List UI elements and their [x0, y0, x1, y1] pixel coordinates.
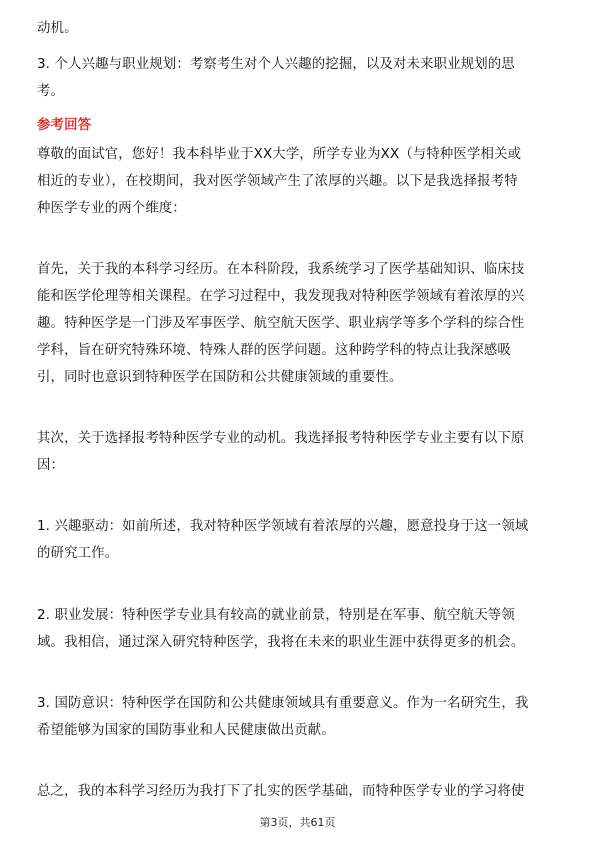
- conclusion-line-1: 总之，我的本科学习经历为我打下了扎实的医学基础，而特种医学专业的学习将使: [37, 784, 525, 799]
- reason-3-line-2: 希望能够为国家的国防事业和人民健康做出贡献。: [37, 723, 335, 738]
- second-paragraph-line-2: 因：: [37, 458, 65, 473]
- intro-line-3: 种医学专业的两个维度：: [37, 201, 186, 216]
- reason-3-line-1: 3. 国防意识：特种医学在国防和公共健康领域具有重要意义。作为一名研究生，我: [37, 696, 529, 711]
- reason-1-line-1: 1. 兴趣驱动：如前所述，我对特种医学领域有着浓厚的兴趣，愿意投身于这一领域: [37, 519, 529, 534]
- first-paragraph-line-4: 学科，旨在研究特殊环境、特殊人群的医学问题。这种跨学科的特点让我深感吸: [37, 343, 511, 358]
- intro-line-1: 尊敬的面试官，您好！我本科毕业于XX大学，所学专业为XX（与特种医学相关或: [37, 147, 522, 162]
- reason-2-line-1: 2. 职业发展：特种医学专业具有较高的就业前景，特别是在军事、航空航天等领: [37, 608, 515, 623]
- first-paragraph-line-3: 趣。特种医学是一门涉及军事医学、航空航天医学、职业病学等多个学科的综合性: [37, 316, 525, 331]
- page-number: 第3页，共61页: [259, 816, 336, 829]
- first-paragraph-line-2: 能和医学伦理等相关课程。在学习过程中，我发现我对特种医学领域有着浓厚的兴: [37, 289, 525, 304]
- question-3-line-1: 3. 个人兴趣与职业规划：考察考生对个人兴趣的挖掘，以及对未来职业规划的思: [37, 57, 515, 72]
- previous-paragraph-tail: 动机。: [37, 21, 78, 36]
- first-paragraph-line-5: 引，同时也意识到特种医学在国防和公共健康领域的重要性。: [37, 370, 403, 385]
- reason-1-line-2: 的研究工作。: [37, 546, 119, 561]
- question-3-line-2: 考。: [37, 84, 65, 99]
- reason-2-line-2: 域。我相信，通过深入研究特种医学，我将在未来的职业生涯中获得更多的机会。: [37, 635, 525, 650]
- first-paragraph-line-1: 首先，关于我的本科学习经历。在本科阶段，我系统学习了医学基础知识、临床技: [37, 262, 525, 277]
- second-paragraph-line-1: 其次，关于选择报考特种医学专业的动机。我选择报考特种医学专业主要有以下原: [37, 431, 525, 446]
- intro-line-2: 相近的专业），在校期间，我对医学领域产生了浓厚的兴趣。以下是我选择报考特: [37, 174, 518, 189]
- answer-heading: 参考回答: [37, 118, 92, 133]
